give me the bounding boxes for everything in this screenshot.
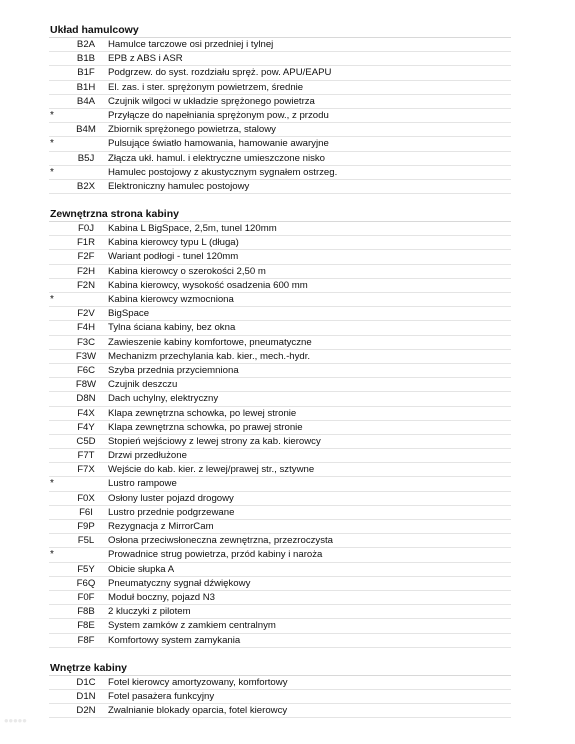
sections-container bbox=[49, 24, 511, 718]
option-code: C5D bbox=[76, 435, 96, 447]
option-description: Moduł boczny, pojazd N3 bbox=[108, 591, 216, 603]
option-description: Wejście do kab. kier. z lewej/prawej str., sztywne bbox=[108, 464, 315, 476]
option-description: Prowadnice strug powietrza, przód kabiny i naroża bbox=[108, 549, 323, 561]
option-description: Tylna ściana kabiny, bez okna bbox=[108, 322, 236, 334]
table-row bbox=[49, 336, 511, 350]
watermark-logo bbox=[2, 705, 102, 735]
svg-text:•••••: ••••• bbox=[4, 713, 27, 728]
section bbox=[49, 662, 511, 719]
optional-marker: * bbox=[50, 138, 54, 150]
option-description: Mechanizm przechylania kab. kier., mech.-hydr. bbox=[108, 350, 311, 362]
table-row bbox=[49, 634, 511, 648]
table-row bbox=[49, 548, 511, 562]
option-code: F4X bbox=[77, 407, 95, 419]
option-code: D2N bbox=[76, 705, 96, 717]
option-description: Szyba przednia przyciemniona bbox=[108, 364, 239, 376]
option-description: 2 kluczyki z pilotem bbox=[108, 606, 191, 618]
option-code: B5J bbox=[77, 152, 95, 164]
option-description: Przyłącze do napełniania sprężonym pow., z przodu bbox=[108, 109, 329, 121]
table-row bbox=[49, 563, 511, 577]
optional-marker: * bbox=[50, 166, 54, 178]
table-row bbox=[49, 279, 511, 293]
table-row bbox=[49, 364, 511, 378]
option-description: Hamulce tarczowe osi przedniej i tylnej bbox=[108, 39, 274, 50]
table-row bbox=[49, 52, 511, 66]
option-description: Kabina kierowcy, wysokość osadzenia 600 mm bbox=[108, 279, 308, 291]
table-row bbox=[49, 690, 511, 704]
table-row bbox=[49, 676, 511, 690]
option-code: B1B bbox=[76, 53, 96, 65]
table-row bbox=[49, 293, 511, 307]
option-description: Elektroniczny hamulec postojowy bbox=[108, 180, 250, 192]
option-description: BigSpace bbox=[108, 308, 150, 320]
option-description: Klapa zewnętrzna schowka, po prawej stronie bbox=[108, 421, 303, 433]
table-row bbox=[49, 180, 511, 194]
option-description: Kabina kierowcy wzmocniona bbox=[108, 294, 234, 305]
table-row bbox=[49, 265, 511, 279]
option-description: Pneumatyczny sygnał dźwiękowy bbox=[108, 577, 251, 589]
option-description: Złącza ukł. hamul. i elektryczne umieszczone nisko bbox=[108, 152, 326, 164]
option-description: Czujnik deszczu bbox=[108, 379, 178, 391]
optional-marker: * bbox=[50, 294, 54, 305]
option-code: F1R bbox=[76, 237, 96, 249]
option-code: B2A bbox=[76, 39, 96, 50]
option-description: Komfortowy system zamykania bbox=[108, 634, 241, 646]
option-code: D1C bbox=[76, 676, 96, 688]
option-code: F2H bbox=[76, 265, 96, 277]
option-description: Zbiornik sprężonego powietrza, stalowy bbox=[108, 124, 276, 136]
option-code: F7X bbox=[77, 464, 95, 476]
option-description: Wariant podłogi - tunel 120mm bbox=[108, 251, 239, 263]
option-code: F0F bbox=[77, 591, 95, 603]
table-row bbox=[49, 123, 511, 137]
table-row bbox=[49, 421, 511, 435]
section-title: Wnętrze kabiny bbox=[49, 662, 511, 676]
table-row bbox=[49, 152, 511, 166]
option-code: B2X bbox=[76, 180, 96, 192]
option-code: F7T bbox=[77, 450, 95, 462]
table-row bbox=[49, 38, 511, 52]
option-code: B1F bbox=[77, 67, 95, 79]
option-code: B4A bbox=[76, 95, 96, 107]
option-description: Rezygnacja z MirrorCam bbox=[108, 521, 214, 532]
equipment-list bbox=[49, 24, 511, 718]
option-code: F8E bbox=[77, 620, 95, 632]
table-row bbox=[49, 137, 511, 151]
option-description: Lustro rampowe bbox=[108, 478, 177, 490]
table-row bbox=[49, 350, 511, 364]
option-code: F5Y bbox=[77, 563, 95, 575]
table-row bbox=[49, 81, 511, 95]
table-row bbox=[49, 477, 511, 491]
option-description: Fotel kierowcy amortyzowany, komfortowy bbox=[108, 676, 288, 688]
table-row bbox=[49, 619, 511, 633]
table-row bbox=[49, 407, 511, 421]
table-row bbox=[49, 534, 511, 548]
table-row bbox=[49, 435, 511, 449]
option-description: Osłona przeciwsłoneczna zewnętrzna, przezroczysta bbox=[108, 535, 334, 547]
option-code: F8W bbox=[75, 379, 97, 391]
table-row bbox=[49, 236, 511, 250]
table-row bbox=[49, 66, 511, 80]
table-row bbox=[49, 378, 511, 392]
option-code: B4M bbox=[76, 124, 96, 136]
table-row bbox=[49, 704, 511, 718]
option-description: EPB z ABS i ASR bbox=[108, 53, 183, 65]
option-description: Stopień wejściowy z lewej strony za kab. kierowcy bbox=[108, 435, 321, 447]
table-row bbox=[49, 605, 511, 619]
table-row bbox=[49, 222, 511, 236]
table-row bbox=[49, 166, 511, 180]
option-code: F6Q bbox=[76, 577, 96, 589]
table-row bbox=[49, 591, 511, 605]
table-row bbox=[49, 321, 511, 335]
option-code: F6I bbox=[79, 506, 93, 518]
table-row bbox=[49, 95, 511, 109]
table-row bbox=[49, 250, 511, 264]
option-code: F0X bbox=[77, 492, 95, 504]
option-code: F2N bbox=[76, 279, 96, 291]
option-description: Zawieszenie kabiny komfortowe, pneumatyczne bbox=[108, 336, 312, 348]
table-row bbox=[49, 577, 511, 591]
table-row bbox=[49, 392, 511, 406]
option-description: Kabina L BigSpace, 2,5m, tunel 120mm bbox=[108, 223, 277, 235]
option-description: El. zas. i ster. sprężonym powietrzem, średnie bbox=[108, 81, 304, 93]
option-description: Fotel pasażera funkcyjny bbox=[108, 690, 215, 702]
option-description: Zwalnianie blokady oparcia, fotel kierowcy bbox=[108, 705, 288, 717]
option-code: F8B bbox=[77, 606, 95, 618]
option-description: Hamulec postojowy z akustycznym sygnałem ostrzeg. bbox=[108, 166, 338, 178]
option-code: F2V bbox=[77, 308, 95, 320]
option-code: F3C bbox=[76, 336, 96, 348]
section-title: Układ hamulcowy bbox=[49, 24, 511, 38]
option-code: F6C bbox=[76, 364, 96, 376]
option-description: Klapa zewnętrzna schowka, po lewej stronie bbox=[108, 407, 297, 419]
option-description: Lustro przednie podgrzewane bbox=[108, 506, 235, 518]
option-description: Pulsujące światło hamowania, hamowanie awaryjne bbox=[108, 138, 329, 150]
option-code: F3W bbox=[75, 350, 97, 362]
table-row bbox=[49, 520, 511, 534]
table-row bbox=[49, 463, 511, 477]
option-code: F0J bbox=[78, 223, 94, 235]
option-code: B1H bbox=[76, 81, 96, 93]
option-description: Osłony luster pojazd drogowy bbox=[108, 492, 234, 504]
option-code: F9P bbox=[77, 521, 95, 532]
option-description: Dach uchylny, elektryczny bbox=[108, 393, 219, 405]
table-row bbox=[49, 492, 511, 506]
option-code: F4H bbox=[76, 322, 96, 334]
table-row bbox=[49, 307, 511, 321]
table-row bbox=[49, 449, 511, 463]
section bbox=[49, 208, 511, 648]
option-description: Drzwi przedłużone bbox=[108, 450, 187, 462]
option-code: F4Y bbox=[77, 421, 95, 433]
option-description: Czujnik wilgoci w układzie sprężonego powietrza bbox=[108, 95, 315, 107]
option-description: Podgrzew. do syst. rozdziału spręż. pow. APU/EAPU bbox=[108, 67, 332, 79]
table-row bbox=[49, 109, 511, 123]
table-row bbox=[49, 506, 511, 520]
optional-marker: * bbox=[50, 478, 54, 490]
option-code: D1N bbox=[76, 690, 96, 702]
option-description: Kabina kierowcy o szerokości 2,50 m bbox=[108, 265, 266, 277]
option-code: F5L bbox=[77, 535, 95, 547]
section-title: Zewnętrzna strona kabiny bbox=[49, 208, 511, 222]
option-description: Obicie słupka A bbox=[108, 563, 175, 575]
option-description: System zamków z zamkiem centralnym bbox=[108, 620, 276, 632]
option-code: D8N bbox=[76, 393, 96, 405]
optional-marker: * bbox=[50, 549, 54, 561]
option-code: F8F bbox=[77, 634, 95, 646]
option-description: Kabina kierowcy typu L (długa) bbox=[108, 237, 239, 249]
section bbox=[49, 24, 511, 194]
optional-marker: * bbox=[50, 109, 54, 121]
option-code: F2F bbox=[77, 251, 95, 263]
